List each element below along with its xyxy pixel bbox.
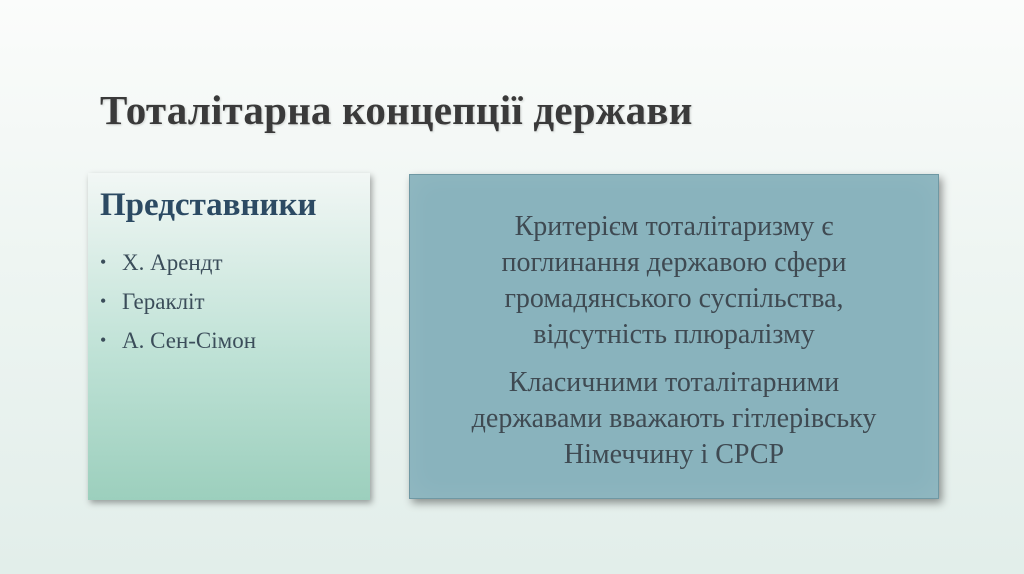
examples-line: Німеччину і СРСР <box>563 439 785 470</box>
representatives-panel <box>88 173 370 500</box>
bullet-icon: • <box>100 291 107 311</box>
list-item <box>100 243 256 282</box>
bullet-icon: • <box>100 330 107 350</box>
criteria-line: відсутність плюралізму <box>533 319 815 350</box>
representatives-list <box>100 243 256 360</box>
list-item-text: Х. Арендт <box>122 250 223 275</box>
examples-paragraph <box>410 365 938 473</box>
slide-title: Тоталітарна концепції держави <box>100 87 693 133</box>
list-item <box>100 321 256 360</box>
examples-line: Класичними тоталітарними <box>508 367 840 398</box>
list-item <box>100 282 256 321</box>
representatives-heading: Представники <box>100 187 317 223</box>
criteria-line: громадянського суспільства, <box>504 283 844 314</box>
criteria-panel <box>409 174 939 499</box>
list-item-text: Геракліт <box>122 289 205 314</box>
criteria-paragraph <box>410 209 938 353</box>
examples-line: державами вважають гітлерівську <box>471 403 877 434</box>
criteria-line: Критерієм тоталітаризму є <box>514 211 834 242</box>
list-item-text: А. Сен-Сімон <box>122 328 257 353</box>
bullet-icon: • <box>100 252 107 272</box>
criteria-line: поглинання державою сфери <box>501 247 847 278</box>
